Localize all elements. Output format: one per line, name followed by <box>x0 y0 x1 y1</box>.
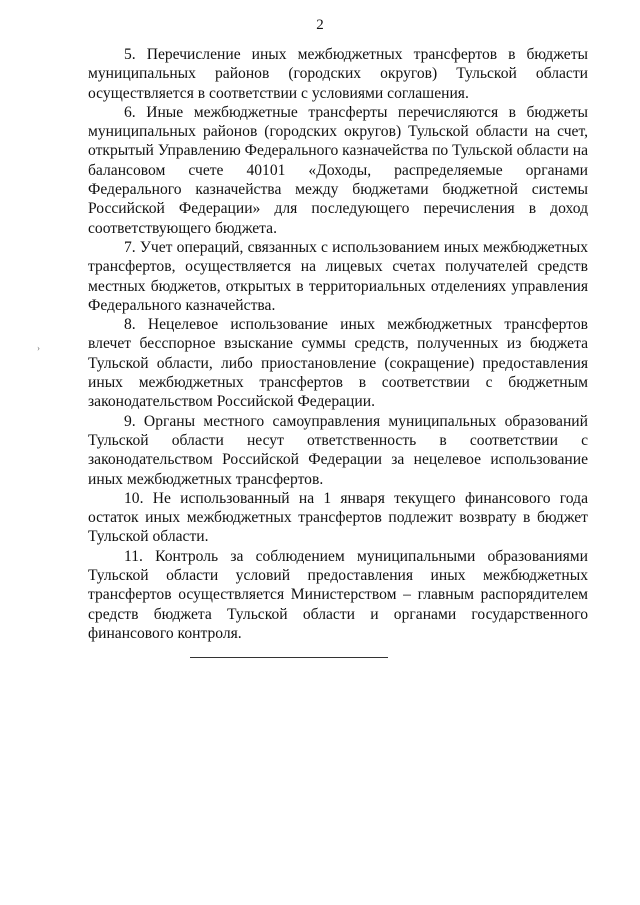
paragraph-10: 10. Не использованный на 1 января текущего финансового года остаток иных межбюджетных трансфертов подлежит возврату в бюджет Тульской области. <box>88 489 588 546</box>
paragraph-6: 6. Иные межбюджетные трансферты перечисляются в бюджеты муниципальных районов (городских округов) Тульской области на счет, открытый Управлению Федерального казначейства по Тульской области на балансовом счете 40101 «Доходы, распределяемые органами Федерального казначейства между бюджетами бюджетной системы Российской Федерации» для последующего перечисления в доход соответствующего бюджета. <box>88 103 588 237</box>
page-number: 2 <box>316 17 324 33</box>
paragraph-9: 9. Органы местного самоуправления муниципальных образований Тульской области несут ответственность в соответствии с законодательством Российской Федерации за нецелевое использование иных межбюджетных трансфертов. <box>88 412 588 488</box>
document-body <box>88 45 588 643</box>
paragraph-11: 11. Контроль за соблюдением муниципальными образованиями Тульской области условий предоставления иных межбюджетных трансфертов осуществляется Министерством – главным распорядителем средств бюджета Тульской области и органами государственного финансового контроля. <box>88 547 588 642</box>
paragraph-8: 8. Нецелевое использование иных межбюджетных трансфертов влечет бесспорное взыскание суммы средств, полученных из бюджета Тульской области, либо приостановление (сокращение) предоставления иных межбюджетных трансфертов в соответствии с бюджетным законодательством Российской Федерации. <box>88 316 588 411</box>
paragraph-5: 5. Перечисление иных межбюджетных трансфертов в бюджеты муниципальных районов (городских округов) Тульской области осуществляется в соответствии с условиями соглашения. <box>88 46 588 102</box>
margin-mark: › <box>37 343 40 353</box>
end-of-document-rule <box>190 657 388 658</box>
paragraph-7: 7. Учет операций, связанных с использованием иных межбюджетных трансфертов, осуществляется на лицевых счетах получателей средств местных бюджетов, открытых в территориальных отделениях управления Федерального казначейства. <box>88 238 588 314</box>
